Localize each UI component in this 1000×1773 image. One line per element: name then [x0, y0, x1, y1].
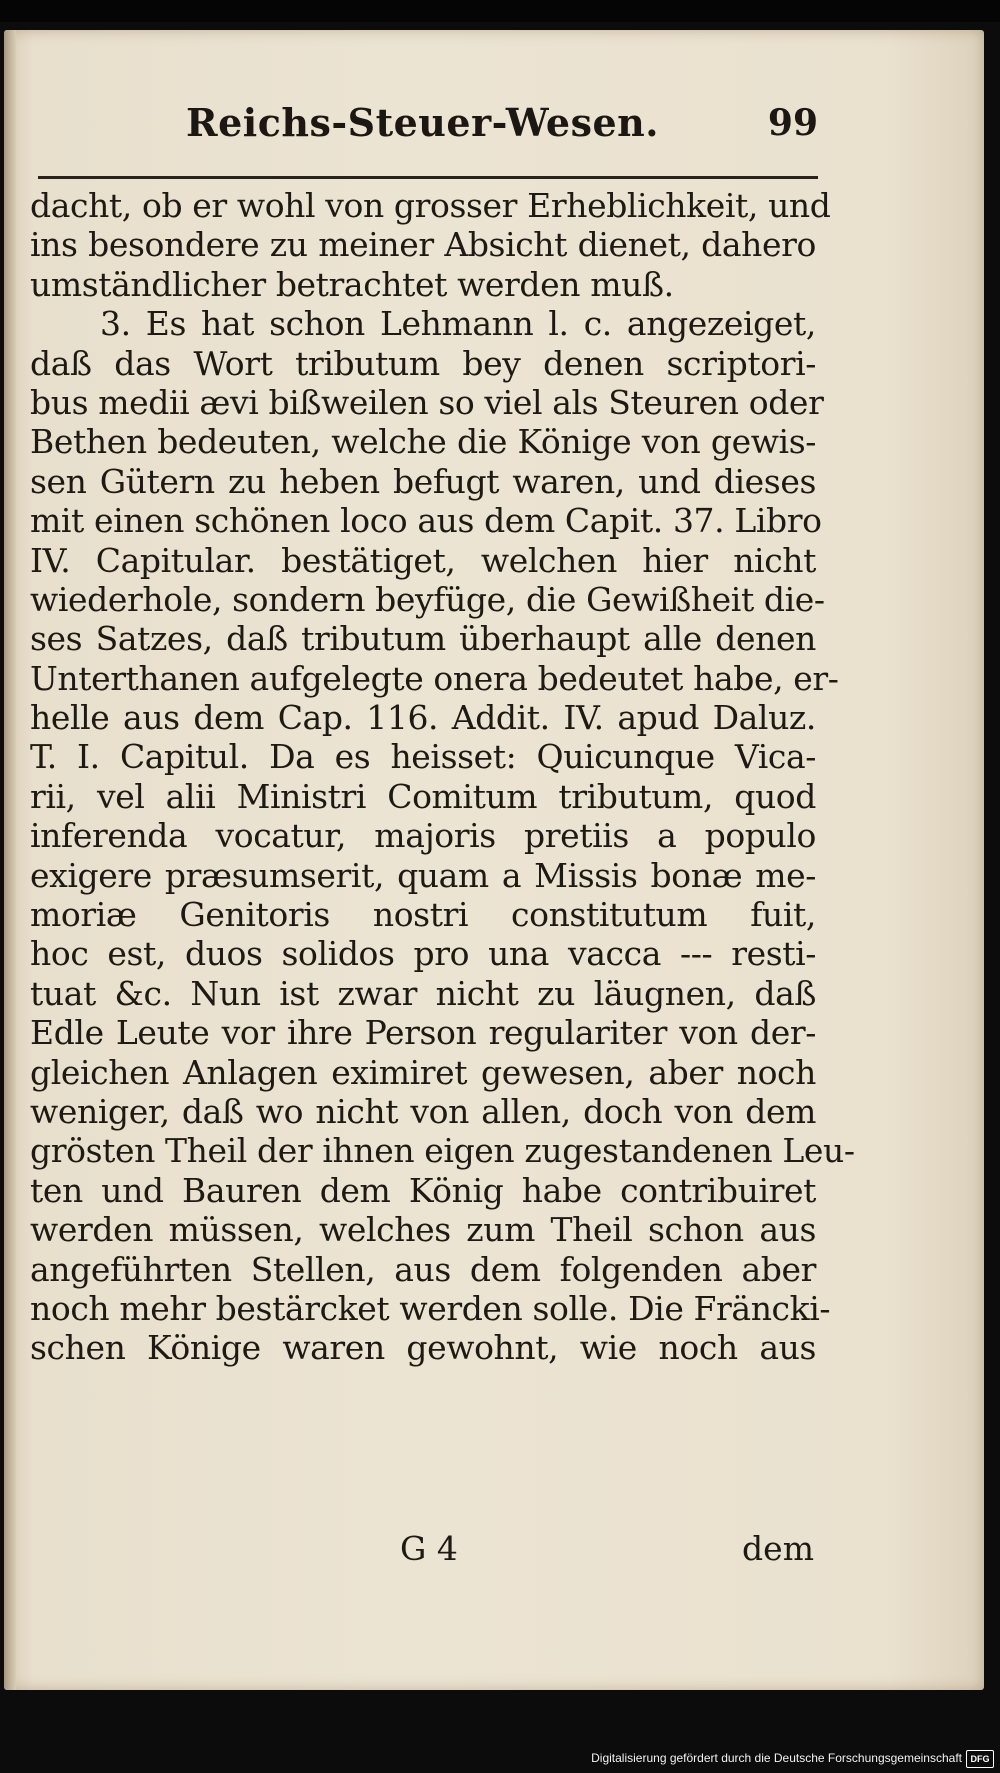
header-rule — [38, 176, 818, 179]
body-text — [30, 186, 855, 1368]
text-line: IV. Capitular. bestätiget, welchen hier nicht — [30, 540, 816, 580]
text-line: angeführten Stellen, aus dem folgenden aber — [30, 1249, 816, 1289]
text-line: rii, vel alii Ministri Comitum tributum, quod — [30, 776, 816, 816]
text-line: inferenda vocatur, majoris pretiis a populo — [30, 816, 816, 856]
text-line: 3. Es hat schon Lehmann l. c. angezeiget, — [100, 304, 816, 344]
page-footer — [30, 1525, 816, 1575]
page-gutter — [4, 30, 16, 1690]
text-line: ins besondere zu meiner Absicht dienet, dahero — [30, 225, 816, 265]
text-line: daß das Wort tributum bey denen scriptori- — [30, 343, 816, 383]
dfg-logo-icon: DFG — [966, 1750, 994, 1768]
text-line: gleichen Anlagen eximiret gewesen, aber noch — [30, 1052, 816, 1092]
text-line: mit einen schönen loco aus dem Capit. 37. Libro — [30, 501, 822, 541]
scan-top-edge — [0, 0, 1000, 22]
text-line: wiederhole, sondern beyfüge, die Gewißheit die- — [30, 579, 825, 619]
text-line: grösten Theil der ihnen eigen zugestandenen Leu- — [30, 1131, 855, 1171]
text-line: Edle Leute vor ihre Person regulariter von der- — [30, 1013, 816, 1053]
text-line: tuat &c. Nun ist zwar nicht zu läugnen, daß — [30, 973, 816, 1013]
text-line: ten und Bauren dem König habe contribuiret — [30, 1170, 816, 1210]
text-line: schen Könige waren gewohnt, wie noch aus — [30, 1328, 816, 1368]
text-line: helle aus dem Cap. 116. Addit. IV. apud Daluz. — [30, 698, 816, 738]
text-line: sen Gütern zu heben befugt waren, und dieses — [30, 461, 816, 501]
text-line: umständlicher betrachtet werden muß. — [30, 264, 674, 304]
running-head: Reichs-Steuer-Wesen. — [186, 100, 659, 145]
text-line: Bethen bedeuten, welche die Könige von gewis- — [30, 422, 816, 462]
text-line: T. I. Capitul. Da es heisset: Quicunque Vica- — [30, 737, 816, 777]
text-line: exigere præsumserit, quam a Missis bonæ me- — [30, 855, 816, 895]
signature-mark: G 4 — [400, 1529, 458, 1568]
text-line: noch mehr bestärcket werden solle. Die Fräncki- — [30, 1288, 831, 1328]
text-line: hoc est, duos solidos pro una vacca --- resti- — [30, 934, 816, 974]
page-number: 99 — [767, 102, 818, 144]
credit-bar — [0, 1746, 1000, 1773]
text-line: weniger, daß wo nicht von allen, doch von dem — [30, 1091, 816, 1131]
funding-credit: Digitalisierung gefördert durch die Deutsche Forschungsgemeinschaft — [591, 1751, 962, 1765]
text-line: werden müssen, welches zum Theil schon aus — [30, 1210, 816, 1250]
text-line: dacht, ob er wohl von grosser Erheblichkeit, und — [30, 186, 831, 225]
text-line: ses Satzes, daß tributum überhaupt alle denen — [30, 619, 816, 659]
page-header — [26, 90, 826, 160]
catchword: dem — [742, 1529, 814, 1568]
text-line: moriæ Genitoris nostri constitutum fuit, — [30, 895, 816, 935]
text-line: Unterthanen aufgelegte onera bedeutet habe, er- — [30, 658, 839, 698]
text-line: bus medii ævi bißweilen so viel als Steuren oder — [30, 382, 824, 422]
